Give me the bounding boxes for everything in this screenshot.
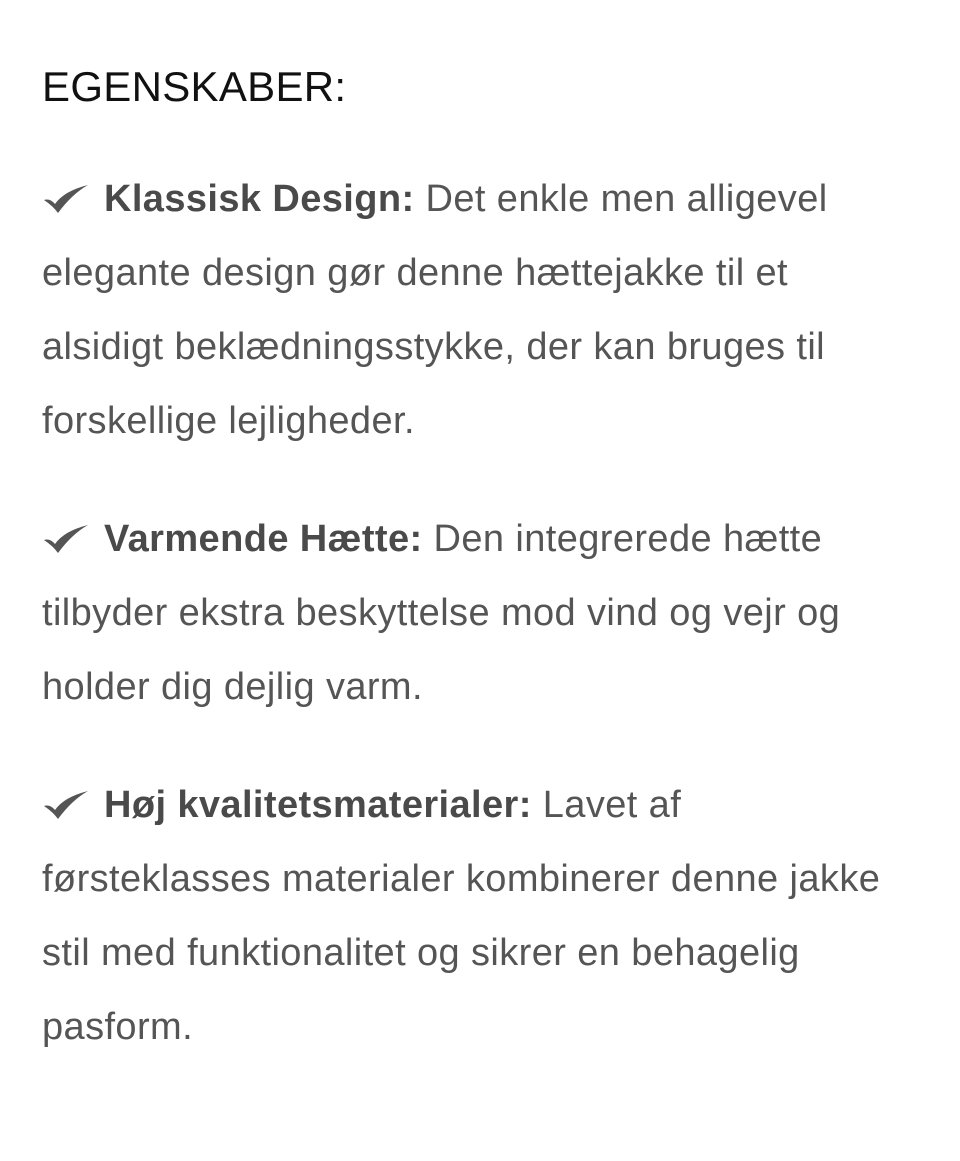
checkmark-icon xyxy=(42,184,92,214)
checkmark-icon xyxy=(42,524,92,554)
feature-title: Varmende Hætte: xyxy=(104,518,423,560)
section-heading: EGENSKABER: xyxy=(42,63,347,110)
checkmark-icon xyxy=(42,790,92,820)
feature-item-warm-hood xyxy=(42,502,916,724)
feature-item-quality-materials xyxy=(42,768,916,1064)
feature-description: Det enkle men alligevel elegante design gør denne hættejakke til et alsidigt beklædningsstykke, der kan bruges til forskellige lejligheder. xyxy=(42,178,828,442)
feature-title: Høj kvalitetsmaterialer: xyxy=(104,784,532,826)
feature-description: Lavet af førsteklasses materialer kombinerer denne jakke stil med funktionalitet og sikrer en behagelig pasform. xyxy=(42,784,881,1048)
feature-item-classic-design xyxy=(42,162,916,458)
feature-title: Klassisk Design: xyxy=(104,178,415,220)
feature-description: Den integrerede hætte tilbyder ekstra beskyttelse mod vind og vejr og holder dig dejlig varm. xyxy=(42,518,841,708)
